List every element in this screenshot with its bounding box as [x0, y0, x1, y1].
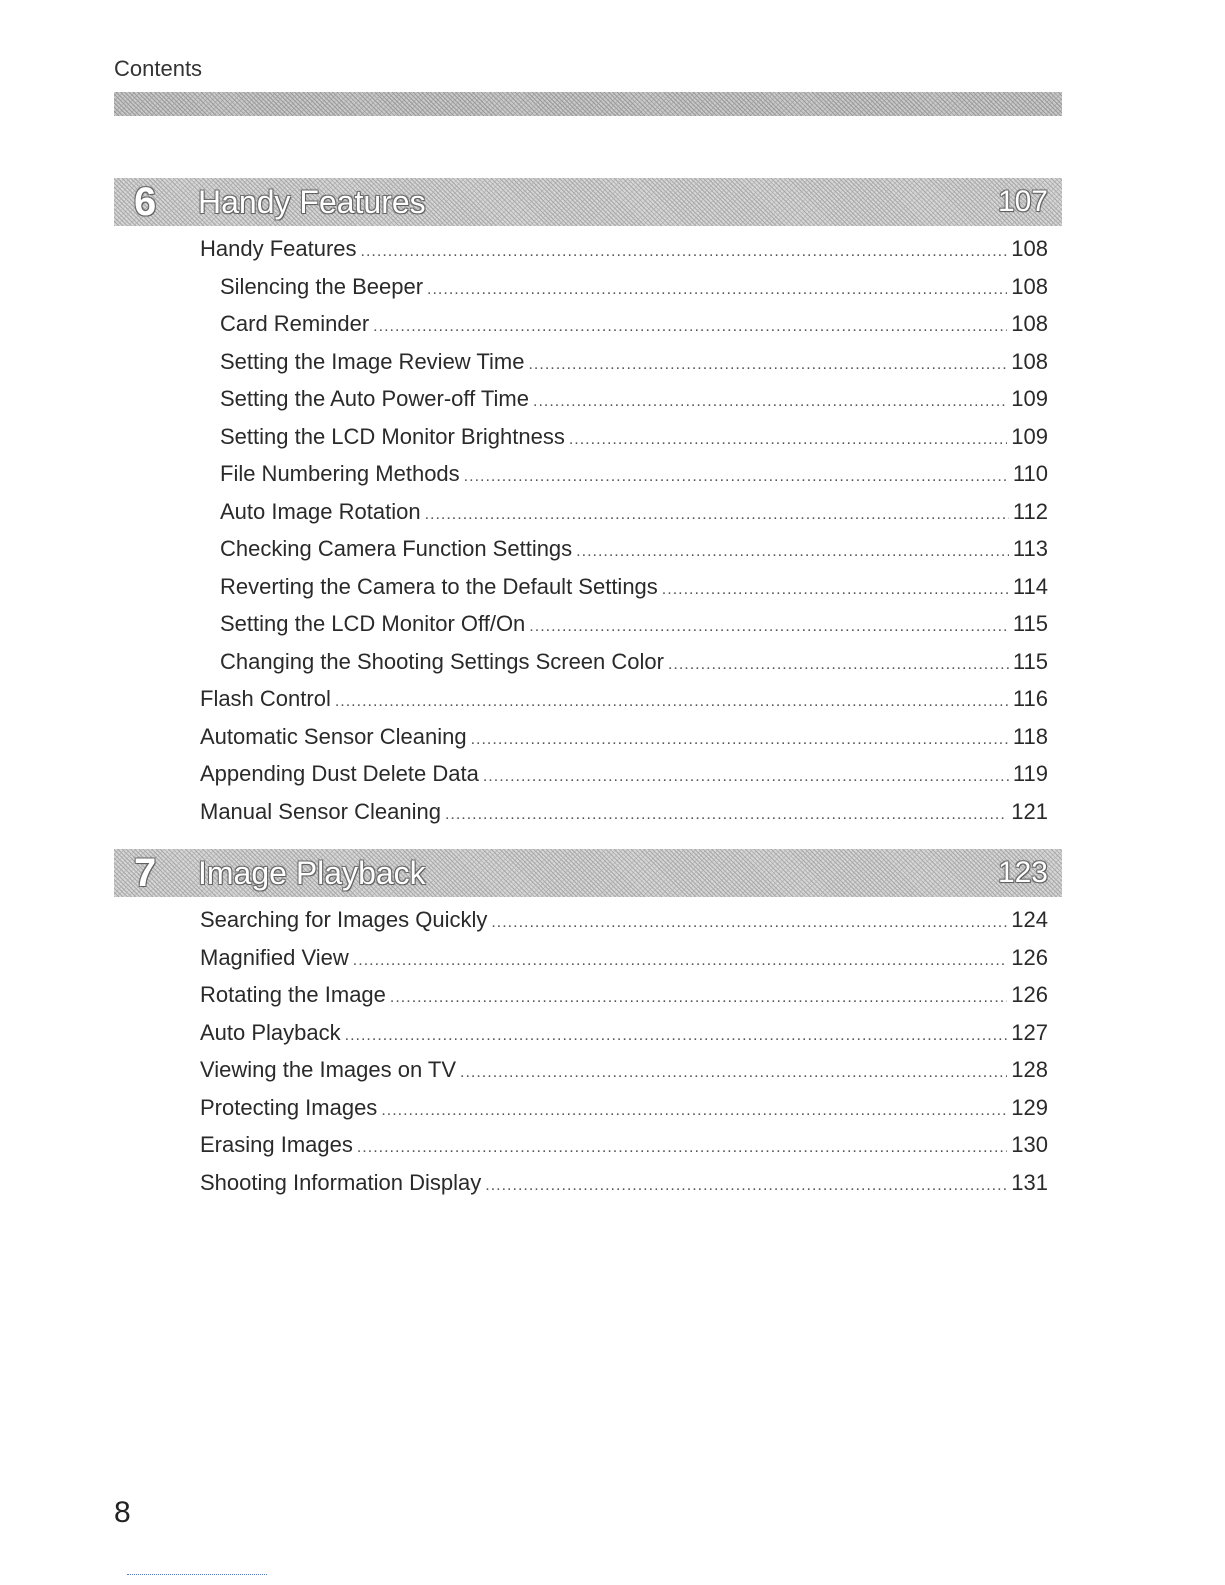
- toc-entry-label: Searching for Images Quickly: [200, 907, 488, 932]
- toc-entry[interactable]: [200, 718, 1048, 756]
- toc-entry-page: 118: [1012, 723, 1048, 749]
- toc-entry-page: 126: [1011, 944, 1048, 970]
- toc-entry-page: 115: [1012, 648, 1048, 674]
- leader-dots: [335, 683, 1009, 721]
- chapter-number: 7: [134, 851, 157, 895]
- toc-entry-label: Shooting Information Display: [200, 1169, 482, 1195]
- toc-entry[interactable]: [200, 1126, 1048, 1164]
- toc-entry[interactable]: [220, 568, 1048, 606]
- toc-entry-label: File Numbering Methods: [220, 461, 460, 486]
- toc-entry-label: Setting the Auto Power-off Time: [220, 386, 529, 411]
- toc-entry-page: 108: [1011, 273, 1048, 299]
- toc-entry[interactable]: [220, 530, 1048, 568]
- toc-entry[interactable]: [200, 793, 1048, 831]
- toc-entry[interactable]: [200, 230, 1048, 268]
- toc-entry[interactable]: [200, 755, 1048, 793]
- leader-dots: [576, 533, 1009, 571]
- chapter-heading-6[interactable]: [114, 178, 1062, 226]
- toc-entry[interactable]: [220, 605, 1048, 643]
- toc-entry-label: Viewing the Images on TV: [200, 1057, 457, 1082]
- toc-entry[interactable]: [220, 380, 1048, 418]
- toc-entry[interactable]: [200, 901, 1048, 939]
- toc-entry-label: Handy Features: [200, 236, 357, 261]
- leader-dots: [471, 721, 1009, 759]
- toc-entry-label: Erasing Images: [200, 1132, 353, 1157]
- toc-entry-page: 108: [1011, 348, 1048, 374]
- leader-dots: [569, 421, 1007, 459]
- toc-entry-page: 131: [1011, 1169, 1048, 1195]
- header-pattern-bar: [114, 92, 1062, 116]
- toc-entry-page: 112: [1012, 498, 1048, 524]
- leader-dots: [491, 904, 1007, 942]
- leader-dots: [361, 233, 1008, 271]
- leader-dots: [445, 796, 1007, 834]
- chapter-number: 6: [134, 180, 157, 224]
- toc-entry-label: Setting the LCD Monitor Off/On: [220, 611, 526, 636]
- leader-dots: [483, 758, 1009, 796]
- chapter-page-number: 123: [997, 856, 1048, 889]
- chapter-title: Image Playback: [198, 855, 426, 891]
- toc-entry-page: 119: [1012, 761, 1048, 786]
- toc-entry-label: Checking Camera Function Settings: [220, 536, 573, 561]
- toc-entry[interactable]: [220, 418, 1048, 456]
- toc-entry-page: 127: [1011, 1019, 1048, 1045]
- toc-entry-label: Rotating the Image: [200, 982, 386, 1007]
- toc-entry[interactable]: [200, 939, 1048, 977]
- leader-dots: [425, 496, 1009, 534]
- toc-entry-page: 113: [1012, 536, 1048, 561]
- toc-entry[interactable]: [200, 1089, 1048, 1127]
- toc-entry-label: Reverting the Camera to the Default Settings: [220, 573, 658, 599]
- toc-entry-page: 128: [1011, 1057, 1048, 1082]
- toc-entry[interactable]: [220, 343, 1048, 381]
- toc-entry-label: Protecting Images: [200, 1094, 378, 1120]
- chapter-heading-7[interactable]: [114, 849, 1062, 897]
- toc-entry-label: Card Reminder: [220, 311, 370, 336]
- toc-entry-page: 116: [1012, 686, 1048, 711]
- toc-entry-page: 121: [1011, 798, 1048, 824]
- toc-entry-label: Changing the Shooting Settings Screen Color: [220, 648, 664, 674]
- toc-entry[interactable]: [220, 455, 1048, 493]
- toc-entry-label: Silencing the Beeper: [220, 273, 424, 299]
- toc-entry[interactable]: [200, 1014, 1048, 1052]
- toc-entry[interactable]: [220, 493, 1048, 531]
- toc-entry-page: 108: [1011, 311, 1048, 336]
- leader-dots: [533, 383, 1007, 421]
- leader-dots: [529, 608, 1009, 646]
- toc-entry-page: 108: [1011, 236, 1048, 261]
- leader-dots: [464, 458, 1009, 496]
- toc-entry-label: Appending Dust Delete Data: [200, 761, 479, 786]
- running-head: Contents: [114, 56, 203, 81]
- leader-dots: [390, 979, 1007, 1017]
- toc-entry-label: Setting the LCD Monitor Brightness: [220, 423, 565, 449]
- toc-list-chapter-7: [0, 901, 1225, 1201]
- toc-entry-page: 124: [1011, 907, 1048, 932]
- leader-dots: [668, 646, 1009, 684]
- leader-dots: [427, 271, 1007, 309]
- toc-entry-page: 109: [1011, 423, 1048, 449]
- leader-dots: [485, 1167, 1007, 1205]
- toc-entry-page: 109: [1011, 386, 1048, 411]
- toc-entry-page: 126: [1011, 982, 1048, 1007]
- leader-dots: [357, 1129, 1007, 1167]
- toc-entry-label: Setting the Image Review Time: [220, 348, 525, 374]
- leader-dots: [345, 1017, 1008, 1055]
- toc-entry[interactable]: [220, 305, 1048, 343]
- toc-entry-label: Flash Control: [200, 686, 331, 711]
- toc-entry[interactable]: [200, 680, 1048, 718]
- toc-list-chapter-6: [0, 230, 1225, 830]
- toc-entry-label: Automatic Sensor Cleaning: [200, 723, 467, 749]
- toc-entry-label: Magnified View: [200, 944, 349, 970]
- toc-entry-page: 114: [1012, 573, 1048, 599]
- toc-entry-page: 115: [1012, 611, 1048, 636]
- toc-entry-page: 129: [1011, 1094, 1048, 1120]
- toc-entry-label: Auto Image Rotation: [220, 498, 421, 524]
- leader-dots: [373, 308, 1007, 346]
- chapter-title: Handy Features: [198, 184, 426, 220]
- toc-entry-label: Auto Playback: [200, 1019, 341, 1045]
- page-number: 8: [114, 1496, 131, 1529]
- leader-dots: [528, 346, 1007, 384]
- toc-entry-page: 130: [1011, 1132, 1048, 1157]
- toc-entry[interactable]: [200, 1051, 1048, 1089]
- footer-rule: [127, 1574, 267, 1575]
- toc-entry[interactable]: [200, 976, 1048, 1014]
- leader-dots: [381, 1092, 1007, 1130]
- toc-entry[interactable]: [220, 643, 1048, 681]
- leader-dots: [460, 1054, 1007, 1092]
- toc-entry[interactable]: [200, 1164, 1048, 1202]
- leader-dots: [662, 571, 1009, 609]
- toc-entry-page: 110: [1012, 461, 1048, 486]
- toc-entry[interactable]: [220, 268, 1048, 306]
- toc-entry-label: Manual Sensor Cleaning: [200, 798, 441, 824]
- leader-dots: [353, 942, 1007, 980]
- chapter-page-number: 107: [997, 185, 1048, 218]
